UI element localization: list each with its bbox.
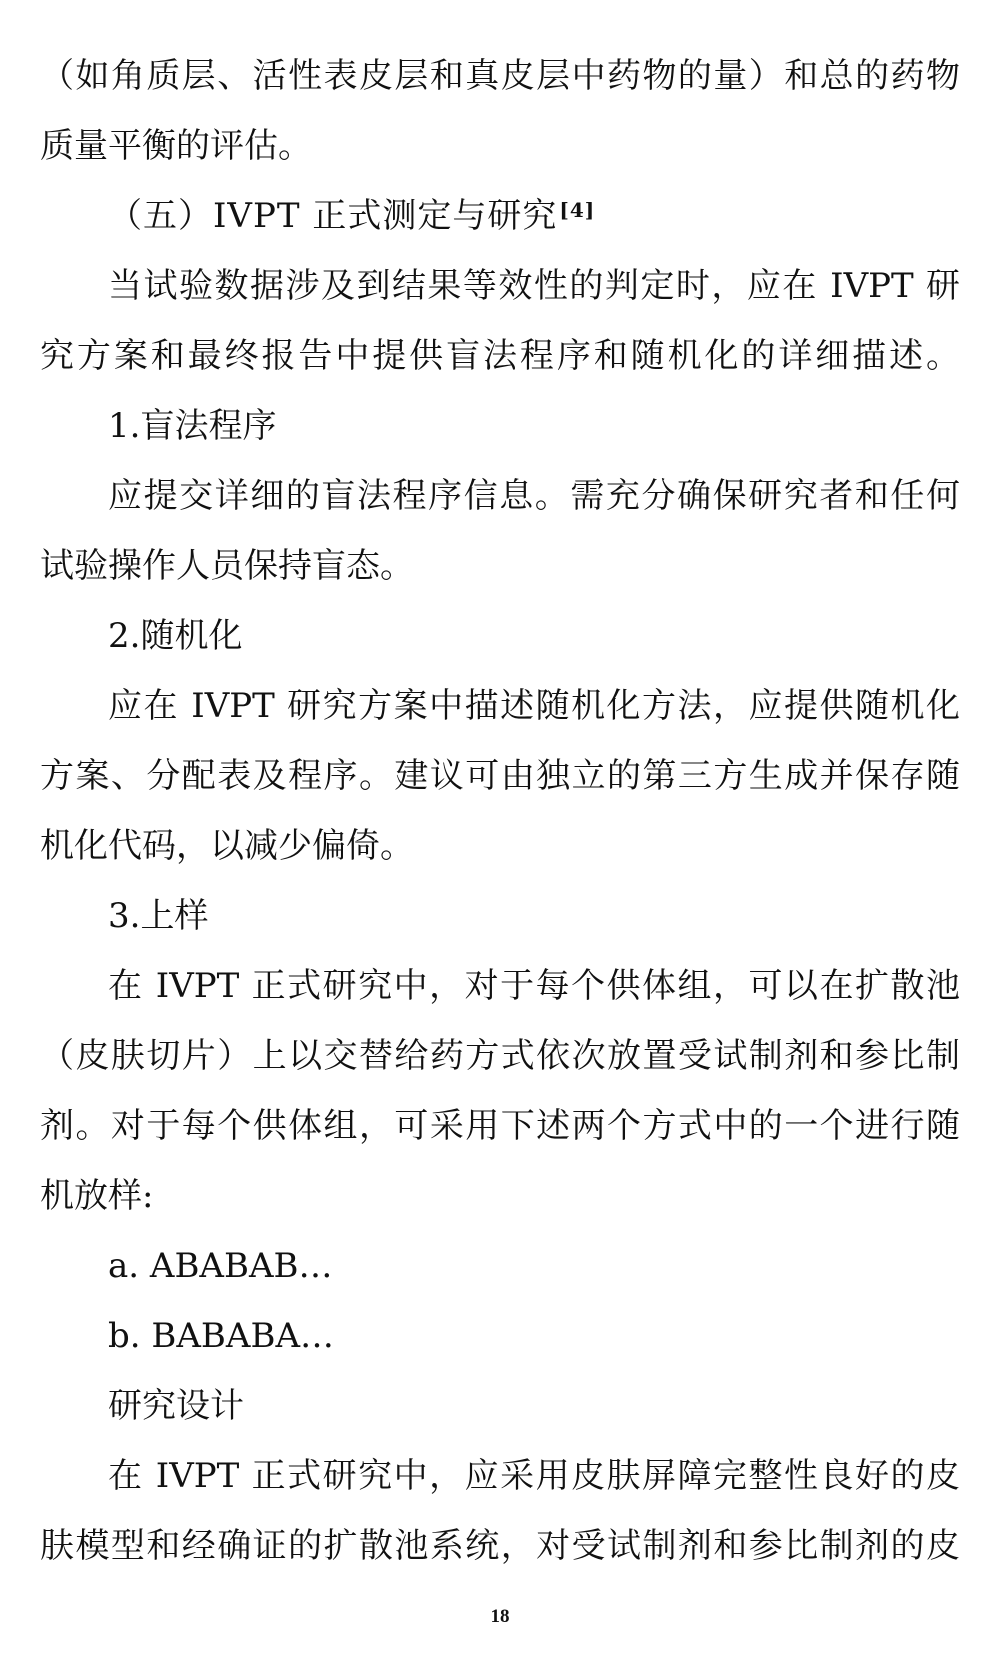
sequence-a: a. ABABAB… (108, 1246, 333, 1286)
text-line-5: 究方案和最终报告中提供盲法程序和随机化的详细描述。 (40, 336, 960, 376)
text-line-11: 方案、分配表及程序。建议可由独立的第三方生成并保存随 (40, 756, 960, 796)
text-line-21: 在 IVPT 正式研究中，应采用皮肤屏障完整性良好的皮 (108, 1456, 960, 1496)
text-line-12: 机化代码，以减少偏倚。 (40, 826, 414, 866)
text-line-10: 应在 IVPT 研究方案中描述随机化方法，应提供随机化 (108, 686, 960, 726)
subheading-study-design: 研究设计 (108, 1386, 244, 1426)
reference-number: 4 (569, 198, 585, 222)
text-line-16: 剂。对于每个供体组，可采用下述两个方式中的一个进行随 (40, 1106, 960, 1146)
subheading-randomization: 2.随机化 (108, 616, 243, 656)
sequence-b: b. BABABA… (108, 1316, 334, 1356)
reference-marker: [4] (559, 198, 596, 222)
text-line-14: 在 IVPT 正式研究中，对于每个供体组，可以在扩散池 (108, 966, 960, 1006)
text-line-2: 质量平衡的评估。 (40, 126, 312, 166)
section-heading (108, 196, 960, 236)
text-line-22: 肤模型和经确证的扩散池系统，对受试制剂和参比制剂的皮 (40, 1526, 960, 1566)
text-line-8: 试验操作人员保持盲态。 (40, 546, 414, 586)
text-line-4: 当试验数据涉及到结果等效性的判定时，应在 IVPT 研 (108, 266, 960, 306)
text-line-15: （皮肤切片）上以交替给药方式依次放置受试制剂和参比制 (40, 1036, 960, 1076)
subheading-loading: 3.上样 (108, 896, 209, 936)
text-line-17: 机放样: (40, 1176, 154, 1216)
text-line-1: （如角质层、活性表皮层和真皮层中药物的量）和总的药物 (40, 56, 960, 96)
section-heading-text: （五）IVPT 正式测定与研究 (108, 196, 558, 236)
subheading-blinding: 1.盲法程序 (108, 406, 277, 446)
page-number: 18 (490, 1606, 510, 1627)
text-line-7: 应提交详细的盲法程序信息。需充分确保研究者和任何 (108, 476, 960, 516)
